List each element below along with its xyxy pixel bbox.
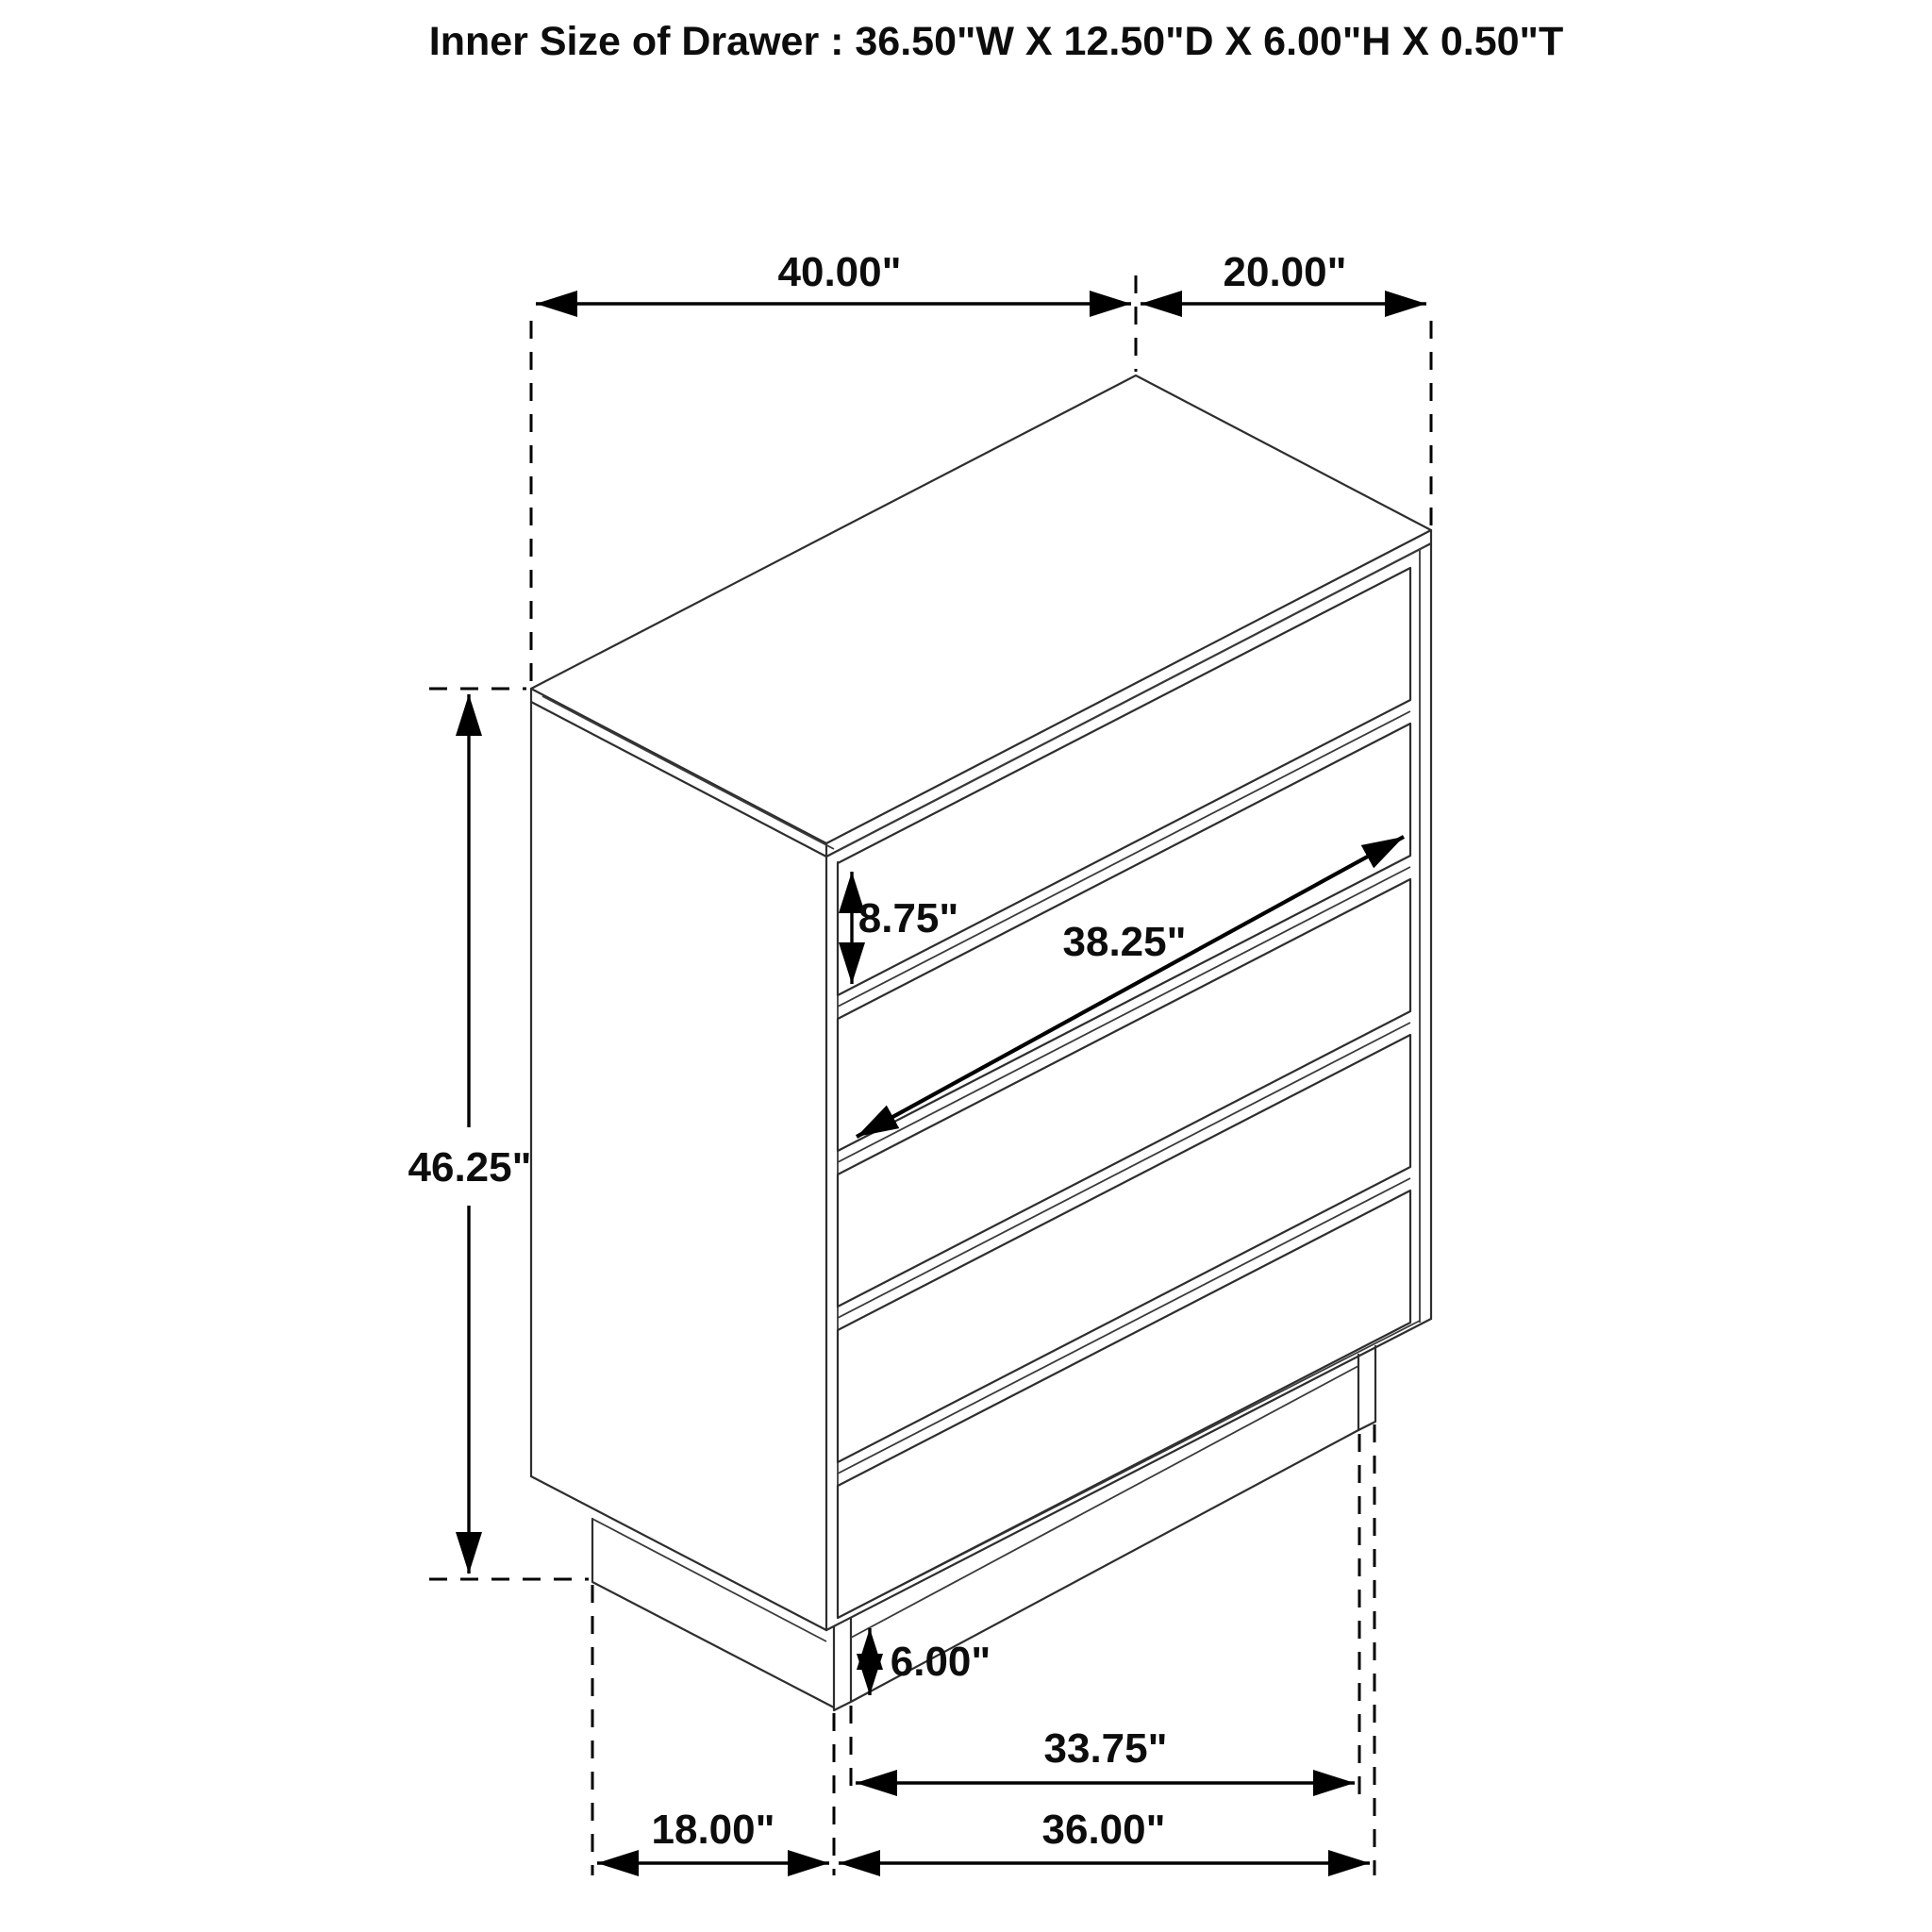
dimension-top-depth	[1141, 249, 1431, 526]
top-depth-label: 20.00"	[1223, 249, 1347, 295]
base-width-label: 36.00"	[1041, 1807, 1166, 1853]
dimension-leg-height	[870, 1628, 991, 1695]
dimension-drawer-diagonal	[857, 837, 1404, 1137]
dimension-top-width	[531, 249, 1136, 685]
top-drawer-height-label: 8.75"	[858, 895, 959, 941]
dimension-top-drawer-height	[852, 872, 958, 984]
drawer-fronts	[838, 568, 1410, 1618]
base-depth-label: 18.00"	[651, 1807, 775, 1853]
dimension-overall-height	[408, 689, 589, 1579]
dimension-base-depth	[592, 1585, 834, 1875]
dimension-between-legs	[851, 1434, 1359, 1794]
leg-height-label: 6.00"	[890, 1639, 991, 1685]
cabinet-top-face	[531, 375, 1431, 857]
chest-of-drawers-illustration	[531, 375, 1431, 1710]
drawer-diagonal-label: 38.25"	[1062, 919, 1187, 965]
cabinet-left-side	[531, 702, 826, 1630]
top-width-label: 40.00"	[777, 249, 902, 295]
drawer-5	[838, 1191, 1410, 1618]
between-legs-label: 33.75"	[1043, 1725, 1168, 1772]
overall-height-label: 46.25"	[408, 1144, 532, 1191]
drawing-title: Inner Size of Drawer : 36.50"W X 12.50"D X 6.00"H X 0.50"T	[428, 19, 1564, 64]
